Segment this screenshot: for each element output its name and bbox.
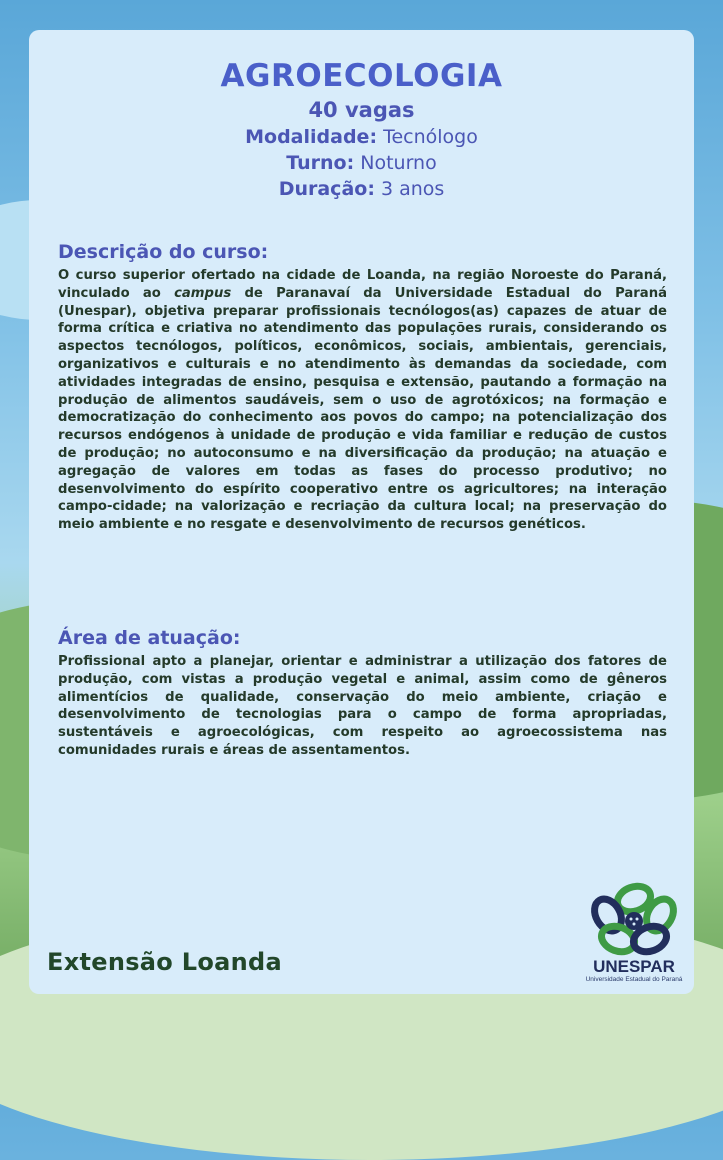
duration-row: [29, 176, 694, 202]
area-section: [58, 626, 667, 760]
course-title: AGROECOLOGIA: [220, 58, 503, 94]
shift-label: Turno:: [286, 152, 355, 174]
description-text-part: O curso superior ofertado na cidade de Loanda, na região Noroeste do Paraná, vinculado ao: [58, 268, 667, 301]
modality-label: Modalidade:: [245, 126, 378, 148]
modality-value: Tecnólogo: [383, 126, 478, 148]
description-section: [58, 240, 667, 534]
campus-italic: campus: [174, 285, 232, 301]
logo-name: UNESPAR: [593, 957, 675, 976]
unespar-logo: [582, 877, 686, 989]
vacancies: 40 vagas: [308, 98, 415, 122]
shift-row: [29, 150, 694, 176]
course-header: [29, 58, 694, 202]
area-title: Área de atuação:: [58, 627, 241, 649]
modality-row: [29, 124, 694, 150]
course-card: [29, 30, 694, 994]
description-title: Descrição do curso:: [58, 241, 269, 263]
description-text-part: de Paranavaí da Universidade Estadual do Paraná (Unespar), objetiva preparar profissionais tecnólogos(as) capazes de atuar de forma crítica e criativa no atendimento das populações rurais, considerando os aspectos tecnólogos, políticos, econômicos, sociais, ambientais, gerenciais, organizativos e culturais e no atendimento às demandas da sociedade, com atividades integradas de ensino, pesquisa e extensão, pautando a formação na produção de alimentos saudáveis, sem o uso de agrotóxicos; na formação e democratização do conhecimento aos povos do campo; na potencialização dos recursos endógenos à unidade de produção e vida familiar e redução de custos de produção; no autoconsumo e na diversificação da produção; na atuação e agregação de valores em todas as fases do processo produtivo; no desenvolvimento do espírito cooperativo entre os agricultores; na interação campo-cidade; na valorização e recriação da cultura local; na preservação do meio ambiente e no resgate e desenvolvimento de recursos genéticos.: [58, 285, 667, 533]
campus-extension-label: Extensão Loanda: [47, 948, 282, 976]
area-text: Profissional apto a planejar, orientar e administrar a utilização dos fatores de produção, com vistas a produção vegetal e animal, assim como de gêneros alimentícios de qualidade, conservação do meio ambiente, criação e desenvolvimento de tecnologias para o campo de forma apropriadas, sustentáveis e agroecológicas, com respeito ao agroecossistema nas comunidades rurais e áreas de assentamentos.: [58, 654, 667, 758]
shift-value: Noturno: [360, 152, 437, 174]
duration-label: Duração:: [278, 178, 375, 200]
unespar-emblem-icon: [582, 877, 686, 957]
description-text: [58, 267, 667, 534]
logo-subtitle: Universidade Estadual do Paraná: [585, 976, 683, 983]
duration-value: 3 anos: [380, 178, 445, 200]
